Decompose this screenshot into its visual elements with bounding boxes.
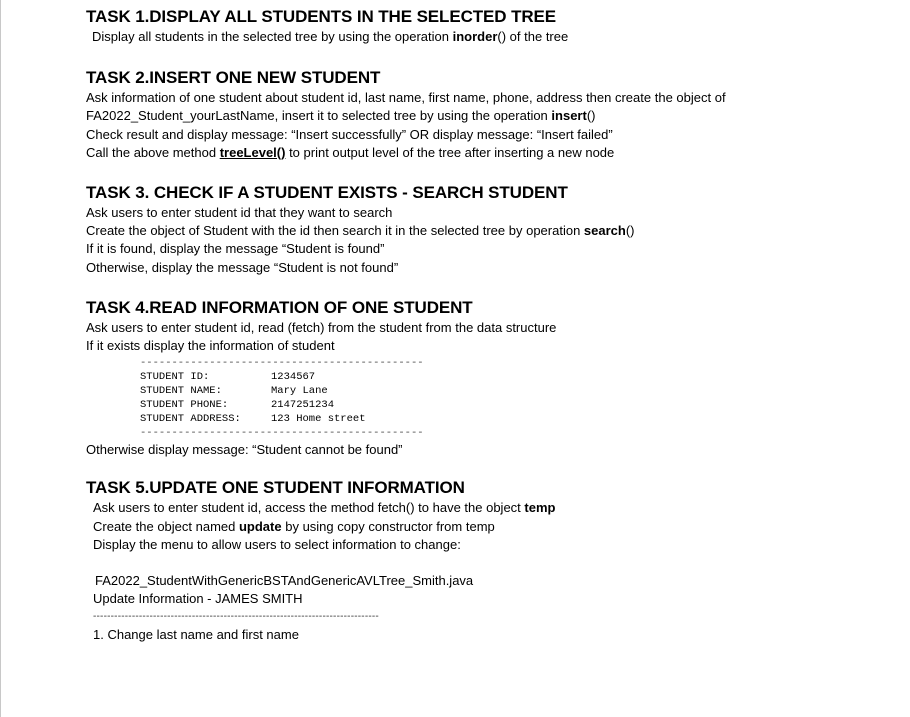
- task4-section: [86, 297, 886, 460]
- info-value: 2147251234: [271, 399, 335, 412]
- task2-heading: TASK 2.INSERT ONE NEW STUDENT: [86, 68, 381, 88]
- task5-section: [86, 477, 886, 644]
- menu-item-1: 1. Change last name and first name: [93, 627, 299, 643]
- task1-line1-tail: () of the tree: [497, 29, 569, 44]
- spacer: [86, 554, 886, 572]
- task5-line2-text: Create the object named: [93, 518, 239, 534]
- dash-divider-bottom: ---------------------------------------------: [140, 427, 424, 440]
- task5-line2: [86, 518, 886, 536]
- spacer: [86, 277, 886, 297]
- task2-line1: Ask information of one student about student id, last name, first name, phone, address then create the object of: [86, 90, 726, 106]
- task2-line2: [86, 107, 886, 125]
- task2-line2-tail: (): [586, 108, 596, 124]
- task5-line1: [86, 499, 886, 517]
- task4-heading: TASK 4.READ INFORMATION OF ONE STUDENT: [86, 297, 473, 317]
- info-key: STUDENT NAME:: [140, 385, 222, 398]
- spacer: [86, 46, 886, 67]
- info-key: STUDENT PHONE:: [140, 399, 229, 412]
- task3-line4: Otherwise, display the message “Student is not found”: [86, 259, 399, 275]
- file-name: FA2022_StudentWithGenericBSTAndGenericAVLTree_Smith.java: [95, 573, 474, 589]
- tree-level-method: treeLevel(): [219, 144, 286, 160]
- document-page: [86, 6, 886, 645]
- task1-heading: TASK 1.DISPLAY ALL STUDENTS IN THE SELECTED TREE: [86, 7, 557, 26]
- task4-line3: Otherwise display message: “Student cannot be found”: [86, 442, 403, 458]
- task3-line2-bold: search: [583, 223, 626, 239]
- page-left-border: [0, 0, 1, 717]
- task1-line1-text: Display all students in the selected tree by using the operation: [92, 29, 453, 44]
- task5-line1-text: Ask users to enter student id, access the method fetch() to have the object: [93, 500, 525, 516]
- task1-line1: [86, 28, 886, 46]
- student-info-block: [140, 356, 886, 440]
- info-value: Mary Lane: [271, 385, 328, 398]
- spacer: [86, 459, 886, 477]
- task2-line2-text: FA2022_Student_yourLastName, insert it to selected tree by using the operation: [86, 108, 552, 124]
- task2-line4-text: Call the above method: [86, 144, 220, 160]
- task2-line3: Check result and display message: “Insert successfully” OR display message: “Insert failed”: [86, 126, 613, 142]
- task5-heading: TASK 5.UPDATE ONE STUDENT INFORMATION: [86, 478, 465, 498]
- info-key: STUDENT ADDRESS:: [140, 413, 241, 426]
- task2-line4-tail: to print output level of the tree after inserting a new node: [285, 144, 615, 160]
- task2-line2-bold: insert: [551, 108, 587, 124]
- spacer: [86, 162, 886, 182]
- info-value: 1234567: [271, 371, 316, 384]
- student-info-row: [140, 412, 886, 426]
- task5-line2-tail: by using copy constructor from temp: [281, 518, 495, 534]
- student-info-row: [140, 370, 886, 384]
- task3-section: [86, 182, 886, 277]
- task5-line1-bold: temp: [524, 500, 556, 516]
- task3-line1: Ask users to enter student id that they want to search: [86, 205, 393, 221]
- task4-line2: If it exists display the information of student: [86, 338, 335, 354]
- menu-dash-divider: ---------------------------------------------------------------------------------: [93, 611, 379, 623]
- task5-line2-bold: update: [238, 518, 282, 534]
- student-info-row: [140, 398, 886, 412]
- task5-line3: Display the menu to allow users to select information to change:: [93, 536, 461, 552]
- task1-section: [86, 6, 886, 46]
- task3-heading: TASK 3. CHECK IF A STUDENT EXISTS - SEARCH STUDENT: [86, 183, 568, 203]
- info-value: 123 Home street: [271, 413, 366, 426]
- task2-section: [86, 67, 886, 162]
- menu-title: Update Information - JAMES SMITH: [93, 591, 303, 607]
- task1-line1-bold: inorder: [452, 29, 498, 44]
- student-info-row: [140, 384, 886, 398]
- task2-line4: [86, 144, 886, 162]
- task4-line1: Ask users to enter student id, read (fetch) from the student from the data structure: [86, 319, 557, 335]
- dash-divider-top: ---------------------------------------------: [140, 357, 424, 370]
- info-key: STUDENT ID:: [140, 371, 210, 384]
- task3-line3: If it is found, display the message “Student is found”: [86, 241, 385, 257]
- task3-line2-tail: (): [625, 223, 635, 239]
- task3-line2: [86, 222, 886, 240]
- task3-line2-text: Create the object of Student with the id then search it in the selected tree by operation: [86, 223, 584, 239]
